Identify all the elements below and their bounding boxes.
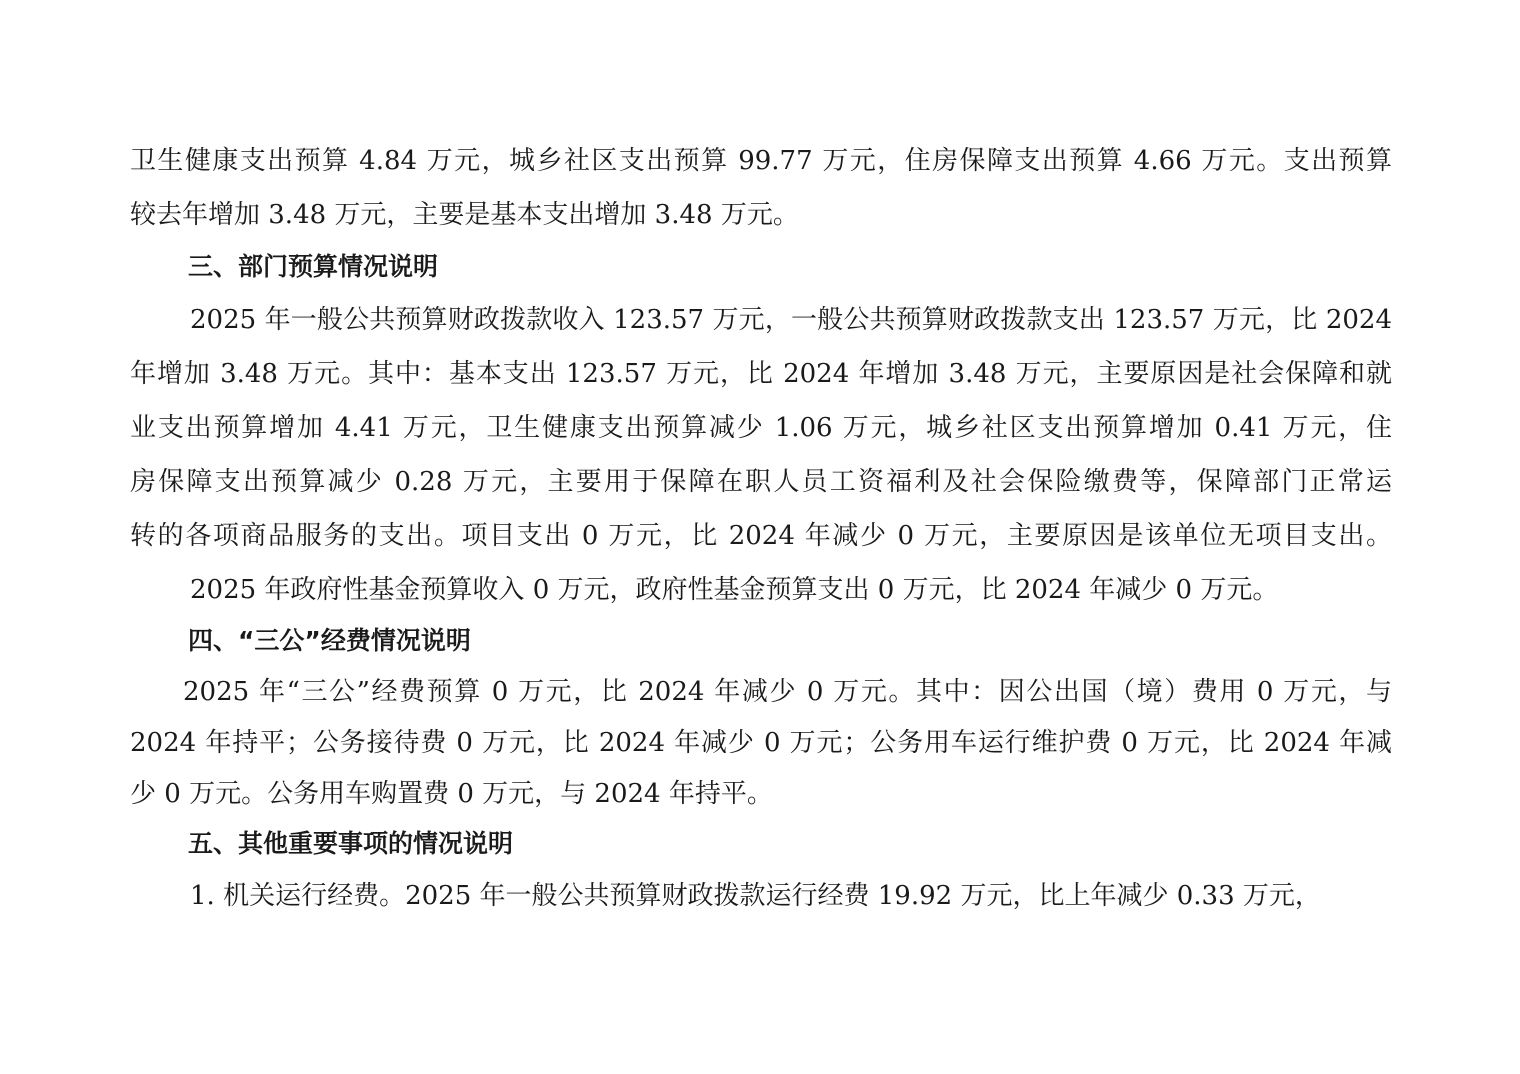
paragraph-line: 1. 机关运行经费。2025 年一般公共预算财政拨款运行经费 19.92 万元，比上年减少 0.33 万元，	[190, 881, 1321, 911]
paragraph-line: 较去年增加 3.48 万元，主要是基本支出增加 3.48 万元。	[130, 200, 799, 230]
paragraph-line: 少 0 万元。公务用车购置费 0 万元，与 2024 年持平。	[130, 779, 773, 809]
paragraph-line: 2025 年“三公”经费预算 0 万元，比 2024 年减少 0 万元。其中：因公出国（境）费用 0 万元，与	[183, 677, 1392, 707]
paragraph-line: 年增加 3.48 万元。其中：基本支出 123.57 万元，比 2024 年增加 3.48 万元，主要原因是社会保障和就	[130, 359, 1392, 389]
paragraph-line: 卫生健康支出预算 4.84 万元，城乡社区支出预算 99.77 万元，住房保障支出预算 4.66 万元。支出预算	[130, 146, 1392, 176]
section-heading: 四、“三公”经费情况说明	[188, 626, 471, 655]
section-heading: 五、其他重要事项的情况说明	[188, 829, 514, 858]
paragraph-line: 2025 年一般公共预算财政拨款收入 123.57 万元，一般公共预算财政拨款支出 123.57 万元，比 2024	[190, 305, 1392, 335]
section-heading: 三、部门预算情况说明	[188, 252, 439, 281]
paragraph-line: 2025 年政府性基金预算收入 0 万元，政府性基金预算支出 0 万元，比 2024 年减少 0 万元。	[190, 575, 1279, 605]
paragraph-line: 转的各项商品服务的支出。项目支出 0 万元，比 2024 年减少 0 万元，主要原因是该单位无项目支出。	[130, 521, 1392, 551]
paragraph-line: 2024 年持平；公务接待费 0 万元，比 2024 年减少 0 万元；公务用车运行维护费 0 万元，比 2024 年减	[130, 728, 1392, 758]
paragraph-line: 房保障支出预算减少 0.28 万元，主要用于保障在职人员工资福利及社会保险缴费等，保障部门正常运	[130, 467, 1392, 497]
paragraph-line: 业支出预算增加 4.41 万元，卫生健康支出预算减少 1.06 万元，城乡社区支出预算增加 0.41 万元，住	[130, 413, 1392, 443]
